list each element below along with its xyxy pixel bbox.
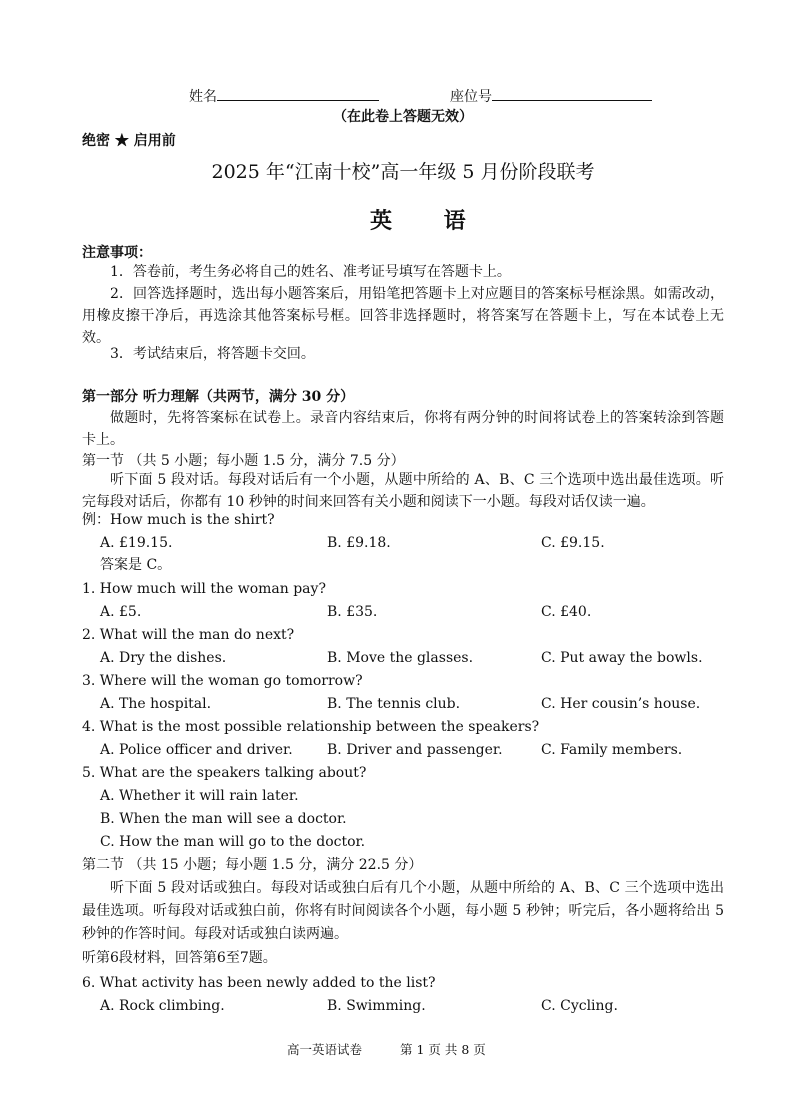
q4-option-a: A. Police officer and driver. — [100, 742, 293, 758]
note-item-2: 2．回答选择题时，选出每小题答案后，用铅笔把答题卡上对应题目的答案标号框涂黑。如需改动，用橡皮擦干净后，再选涂其他答案标号框。回答非选择题时，将答案写在答题卡上，写在本试卷上无效。 — [82, 286, 724, 346]
q3-option-b: B. The tennis club. — [327, 696, 461, 712]
name-blank — [217, 86, 379, 101]
section1-intro: 听下面 5 段对话。每段对话后有一个小题，从题中所给的 A、B、C 三个选项中选出最佳选项。听完每段对话后，你都有 10 秒钟的时间来回答有关小题和阅读下一小题。每段对话仅读一遍。 — [82, 472, 724, 510]
name-label: 姓名 — [189, 89, 217, 105]
q4-option-c: C. Family members. — [541, 742, 683, 758]
question-6: 6. What activity has been newly added to the list? — [82, 975, 436, 991]
section2-intro: 听下面 5 段对话或独白。每段对话或独白后有几个小题，从题中所给的 A、B、C 三个选项中选出最佳选项。听每段对话或独白前，你将有时间阅读各个小题，每小题 5 秒钟；听完后，各小题将给出 5 秒钟的作答时间。每段对话或独白读两遍。 — [82, 880, 724, 942]
q5-option-a: A. Whether it will rain later. — [100, 788, 299, 804]
question-3: 3. Where will the woman go tomorrow? — [82, 673, 363, 689]
q6-option-c: C. Cycling. — [541, 998, 618, 1014]
question-5: 5. What are the speakers talking about? — [82, 765, 367, 781]
q6-option-a: A. Rock climbing. — [100, 998, 225, 1014]
seat-blank — [492, 86, 652, 101]
part1-intro: 做题时，先将答案标在试卷上。录音内容结束后，你将有两分钟的时间将试卷上的答案转涂到答题卡上。 — [82, 410, 724, 448]
example-option-c: C. £9.15. — [541, 535, 605, 551]
seat-field — [450, 86, 652, 106]
question-1: 1. How much will the woman pay? — [82, 581, 326, 597]
q2-option-b: B. Move the glasses. — [327, 650, 474, 666]
q1-option-c: C. £40. — [541, 604, 592, 620]
subject-title: 英 语 — [370, 208, 488, 234]
q4-option-b: B. Driver and passenger. — [327, 742, 503, 758]
section1-heading: 第一节 （共 5 小题；每小题 1.5 分，满分 7.5 分） — [82, 453, 405, 469]
q1-option-a: A. £5. — [100, 604, 142, 620]
note-item-3: 3．考试结束后，将答题卡交回。 — [110, 346, 315, 362]
q2-option-a: A. Dry the dishes. — [100, 650, 227, 666]
section2-heading: 第二节 （共 15 小题；每小题 1.5 分，满分 22.5 分） — [82, 857, 423, 873]
seat-label: 座位号 — [450, 89, 492, 105]
question-4: 4. What is the most possible relationship between the speakers? — [82, 719, 540, 735]
exam-title: 2025 年“江南十校”高一年级 5 月份阶段联考 — [211, 161, 595, 183]
q6-option-b: B. Swimming. — [327, 998, 426, 1014]
q2-option-c: C. Put away the bowls. — [541, 650, 703, 666]
question-2: 2. What will the man do next? — [82, 627, 295, 643]
example-option-a: A. £19.15. — [100, 535, 173, 551]
invalid-note: （在此卷上答题无效） — [333, 109, 473, 125]
q3-option-a: A. The hospital. — [100, 696, 212, 712]
name-field — [189, 86, 379, 106]
example-answer: 答案是 C。 — [100, 557, 172, 573]
part1-heading: 第一部分 听力理解（共两节，满分 30 分） — [82, 389, 355, 405]
footer-page-number: 第 1 页 共 8 页 — [400, 1042, 486, 1057]
q5-option-b: B. When the man will see a doctor. — [100, 811, 347, 827]
q3-option-c: C. Her cousin’s house. — [541, 696, 701, 712]
note-item-1: 1．答卷前，考生务必将自己的姓名、准考证号填写在答题卡上。 — [110, 264, 511, 280]
secret-label: 绝密 ★ 启用前 — [82, 133, 176, 149]
footer-paper-name: 高一英语试卷 — [287, 1042, 363, 1057]
material-6-note: 听第6段材料，回答第6至7题。 — [82, 950, 277, 966]
example-question: 例：How much is the shirt? — [82, 512, 275, 528]
example-option-b: B. £9.18. — [327, 535, 391, 551]
q5-option-c: C. How the man will go to the doctor. — [100, 834, 366, 850]
q1-option-b: B. £35. — [327, 604, 378, 620]
notes-heading: 注意事项： — [82, 245, 152, 261]
